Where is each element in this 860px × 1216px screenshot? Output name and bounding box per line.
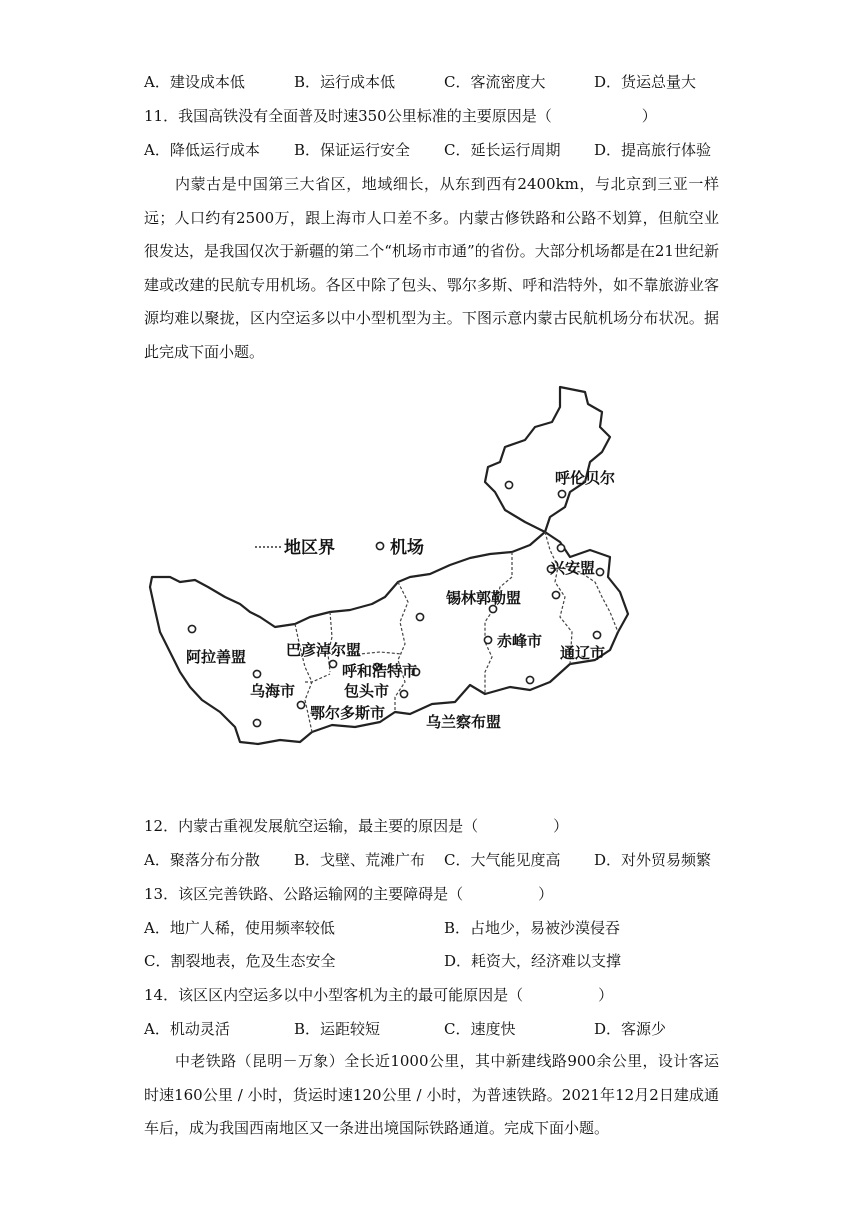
q14-option-b[interactable]: B．运距较短 bbox=[294, 1020, 381, 1038]
region-label-xilingol: 锡林郭勒盟 bbox=[446, 589, 522, 607]
region-label-tongliao: 通辽市 bbox=[560, 644, 606, 662]
q14-stem: 14．该区区内空运多以中小型客机为主的最可能原因是（ ） bbox=[144, 986, 614, 1004]
airport-marker bbox=[526, 676, 533, 683]
inner-mongolia-airport-map bbox=[140, 382, 730, 772]
region-label-chifeng: 赤峰市 bbox=[497, 632, 543, 650]
q12-option-d[interactable]: D．对外贸易频繁 bbox=[594, 851, 712, 869]
region-label-alxa: 阿拉善盟 bbox=[186, 648, 247, 666]
q10-option-c[interactable]: C．客流密度大 bbox=[444, 73, 546, 91]
q12-option-a[interactable]: A．聚落分布分散 bbox=[144, 851, 260, 869]
q11-option-d[interactable]: D．提高旅行体验 bbox=[594, 141, 712, 159]
q10-option-b[interactable]: B．运行成本低 bbox=[294, 73, 396, 91]
airport-marker bbox=[329, 660, 336, 667]
airport-marker bbox=[253, 719, 260, 726]
airport-marker bbox=[505, 481, 512, 488]
airport-marker bbox=[400, 690, 407, 697]
airport-legend-symbol bbox=[376, 542, 383, 549]
q14-option-d[interactable]: D．客源少 bbox=[594, 1020, 667, 1038]
q11-stem: 11．我国高铁没有全面普及时速350公里标准的主要原因是（ ） bbox=[144, 107, 657, 125]
q12-option-b[interactable]: B．戈壁、荒滩广布 bbox=[294, 851, 426, 869]
region-label-bayannur: 巴彦淖尔盟 bbox=[286, 641, 362, 659]
q12-stem: 12．内蒙古重视发展航空运输，最主要的原因是（ ） bbox=[144, 817, 569, 835]
legend-boundary-label: 地区界 bbox=[284, 538, 335, 558]
airport-marker bbox=[484, 636, 491, 643]
region-label-ordos: 鄂尔多斯市 bbox=[310, 704, 386, 722]
airport-marker bbox=[596, 568, 603, 575]
q13-option-b[interactable]: B．占地少，易被沙漠侵吞 bbox=[444, 919, 621, 937]
airport-marker bbox=[297, 701, 304, 708]
q11-option-a[interactable]: A．降低运行成本 bbox=[144, 141, 260, 159]
q13-option-a[interactable]: A．地广人稀，使用频率较低 bbox=[144, 919, 335, 937]
airport-marker bbox=[557, 544, 564, 551]
q10-option-a[interactable]: A．建设成本低 bbox=[144, 73, 245, 91]
region-label-ulanqab: 乌兰察布盟 bbox=[426, 713, 502, 731]
airport-marker bbox=[253, 670, 260, 677]
q14-option-a[interactable]: A．机动灵活 bbox=[144, 1020, 230, 1038]
airport-marker bbox=[552, 591, 559, 598]
region-label-xingan: 兴安盟 bbox=[550, 559, 596, 577]
passage-inner-mongolia: 内蒙古是中国第三大省区，地域细长，从东到西有2400km，与北京到三亚一样远；人口约有2500万，跟上海市人口差不多。内蒙古修铁路和公路不划算，但航空业很发达，是我国仅次于新疆的第二个“机场市市通”的省份。大部分机场都是在21世纪新建或改建的民航专用机场。各区中除了包头、鄂尔多斯、呼和浩特外，如不靠旅游业客源均难以聚拢，区内空运多以中小型机型为主。下图示意内蒙古民航机场分布状况。据此完成下面小题。 bbox=[144, 175, 719, 361]
airport-marker bbox=[593, 631, 600, 638]
airport-marker bbox=[558, 490, 565, 497]
airport-marker bbox=[416, 613, 423, 620]
q14-option-c[interactable]: C．速度快 bbox=[444, 1020, 516, 1038]
region-label-wuhai: 乌海市 bbox=[250, 682, 296, 700]
passage-china-laos-railway: 中老铁路（昆明－万象）全长近1000公里，其中新建线路900余公里，设计客运时速160公里 / 小时，货运时速120公里 / 小时，为普速铁路。2021年12月2日建成通车后，成为我国西南地区又一条进出境国际铁路通道。完成下面小题。 bbox=[144, 1052, 719, 1138]
q13-option-d[interactable]: D．耗资大，经济难以支撑 bbox=[444, 952, 622, 970]
q11-option-c[interactable]: C．延长运行周期 bbox=[444, 141, 561, 159]
q13-stem: 13．该区完善铁路、公路运输网的主要障碍是（ ） bbox=[144, 885, 554, 903]
region-label-hulunbuir: 呼伦贝尔 bbox=[555, 469, 616, 487]
q10-option-d[interactable]: D．货运总量大 bbox=[594, 73, 697, 91]
q12-option-c[interactable]: C．大气能见度高 bbox=[444, 851, 561, 869]
region-label-baotou: 包头市 bbox=[344, 682, 390, 700]
region-label-hohhot: 呼和浩特市 bbox=[342, 662, 418, 680]
q13-option-c[interactable]: C．割裂地表，危及生态安全 bbox=[144, 952, 336, 970]
airport-marker bbox=[188, 625, 195, 632]
legend-airport-label: 机场 bbox=[390, 538, 424, 558]
q11-option-b[interactable]: B．保证运行安全 bbox=[294, 141, 411, 159]
